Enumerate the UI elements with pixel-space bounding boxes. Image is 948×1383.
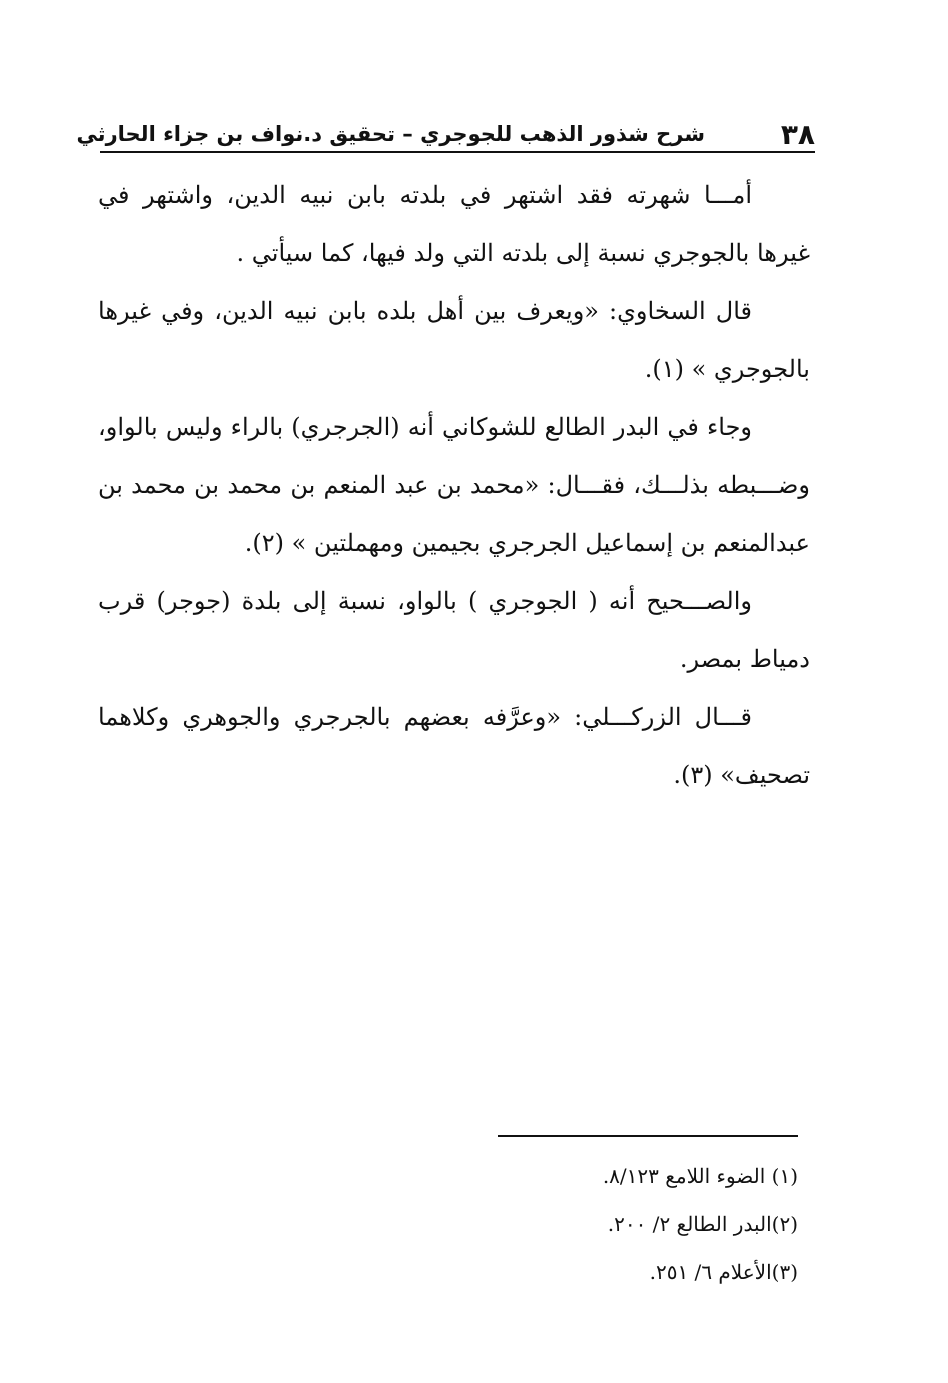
footnote-1: (١) الضوء اللامع ٨/١٢٣. <box>602 1164 798 1188</box>
footnote-separator <box>498 1135 798 1137</box>
footnote-2: (٢)البدر الطالع ٢/ ٢٠٠. <box>607 1212 798 1236</box>
paragraph-sakhawi-quote: قال السخاوي: «ويعرف بين أهل بلده بابن نبيه الدين، وفي غيرها بالجوجري » (١). <box>98 297 810 383</box>
paragraph-fame: أمـــا شهرته فقد اشتهر في بلدته بابن نبيه الدين، واشتهر في غيرها بالجوجري نسبة إلى بلدته التي ولد فيها، كما سيأتي . <box>98 181 810 267</box>
paragraph-badr-altali: وجاء في البدر الطالع للشوكاني أنه (الجرجري) بالراء وليس بالواو، وضـــبطه بذلـــك، فقـــال: «محمد بن عبد المنعم بن محمد بن محمد بن عبدالمنعم بن إسماعيل الجرجري بجيمين ومهملتين » (٢). <box>98 413 810 557</box>
footnote-3: (٣)الأعلام ٦/ ٢٥١. <box>649 1260 798 1284</box>
paragraph-correct-nisba: والصـــحيح أنه ( الجوجري ) بالواو، نسبة إلى بلدة (جوجر) قرب دمياط بمصر. <box>98 587 810 673</box>
running-title: شرح شذور الذهب للجوجري – تحقيق د.نواف بن جزاء الحارثي <box>76 122 705 146</box>
body-text <box>98 166 810 804</box>
paragraph-zirikli-quote: قـــال الزركـــلي: «وعرَّفه بعضهم بالجرجري والجوهري وكلاهما تصحيف» (٣). <box>98 703 810 789</box>
header-rule <box>100 151 815 153</box>
page-header <box>76 118 815 152</box>
footnotes <box>378 1152 798 1296</box>
page-number: ٣٨ <box>780 118 815 151</box>
